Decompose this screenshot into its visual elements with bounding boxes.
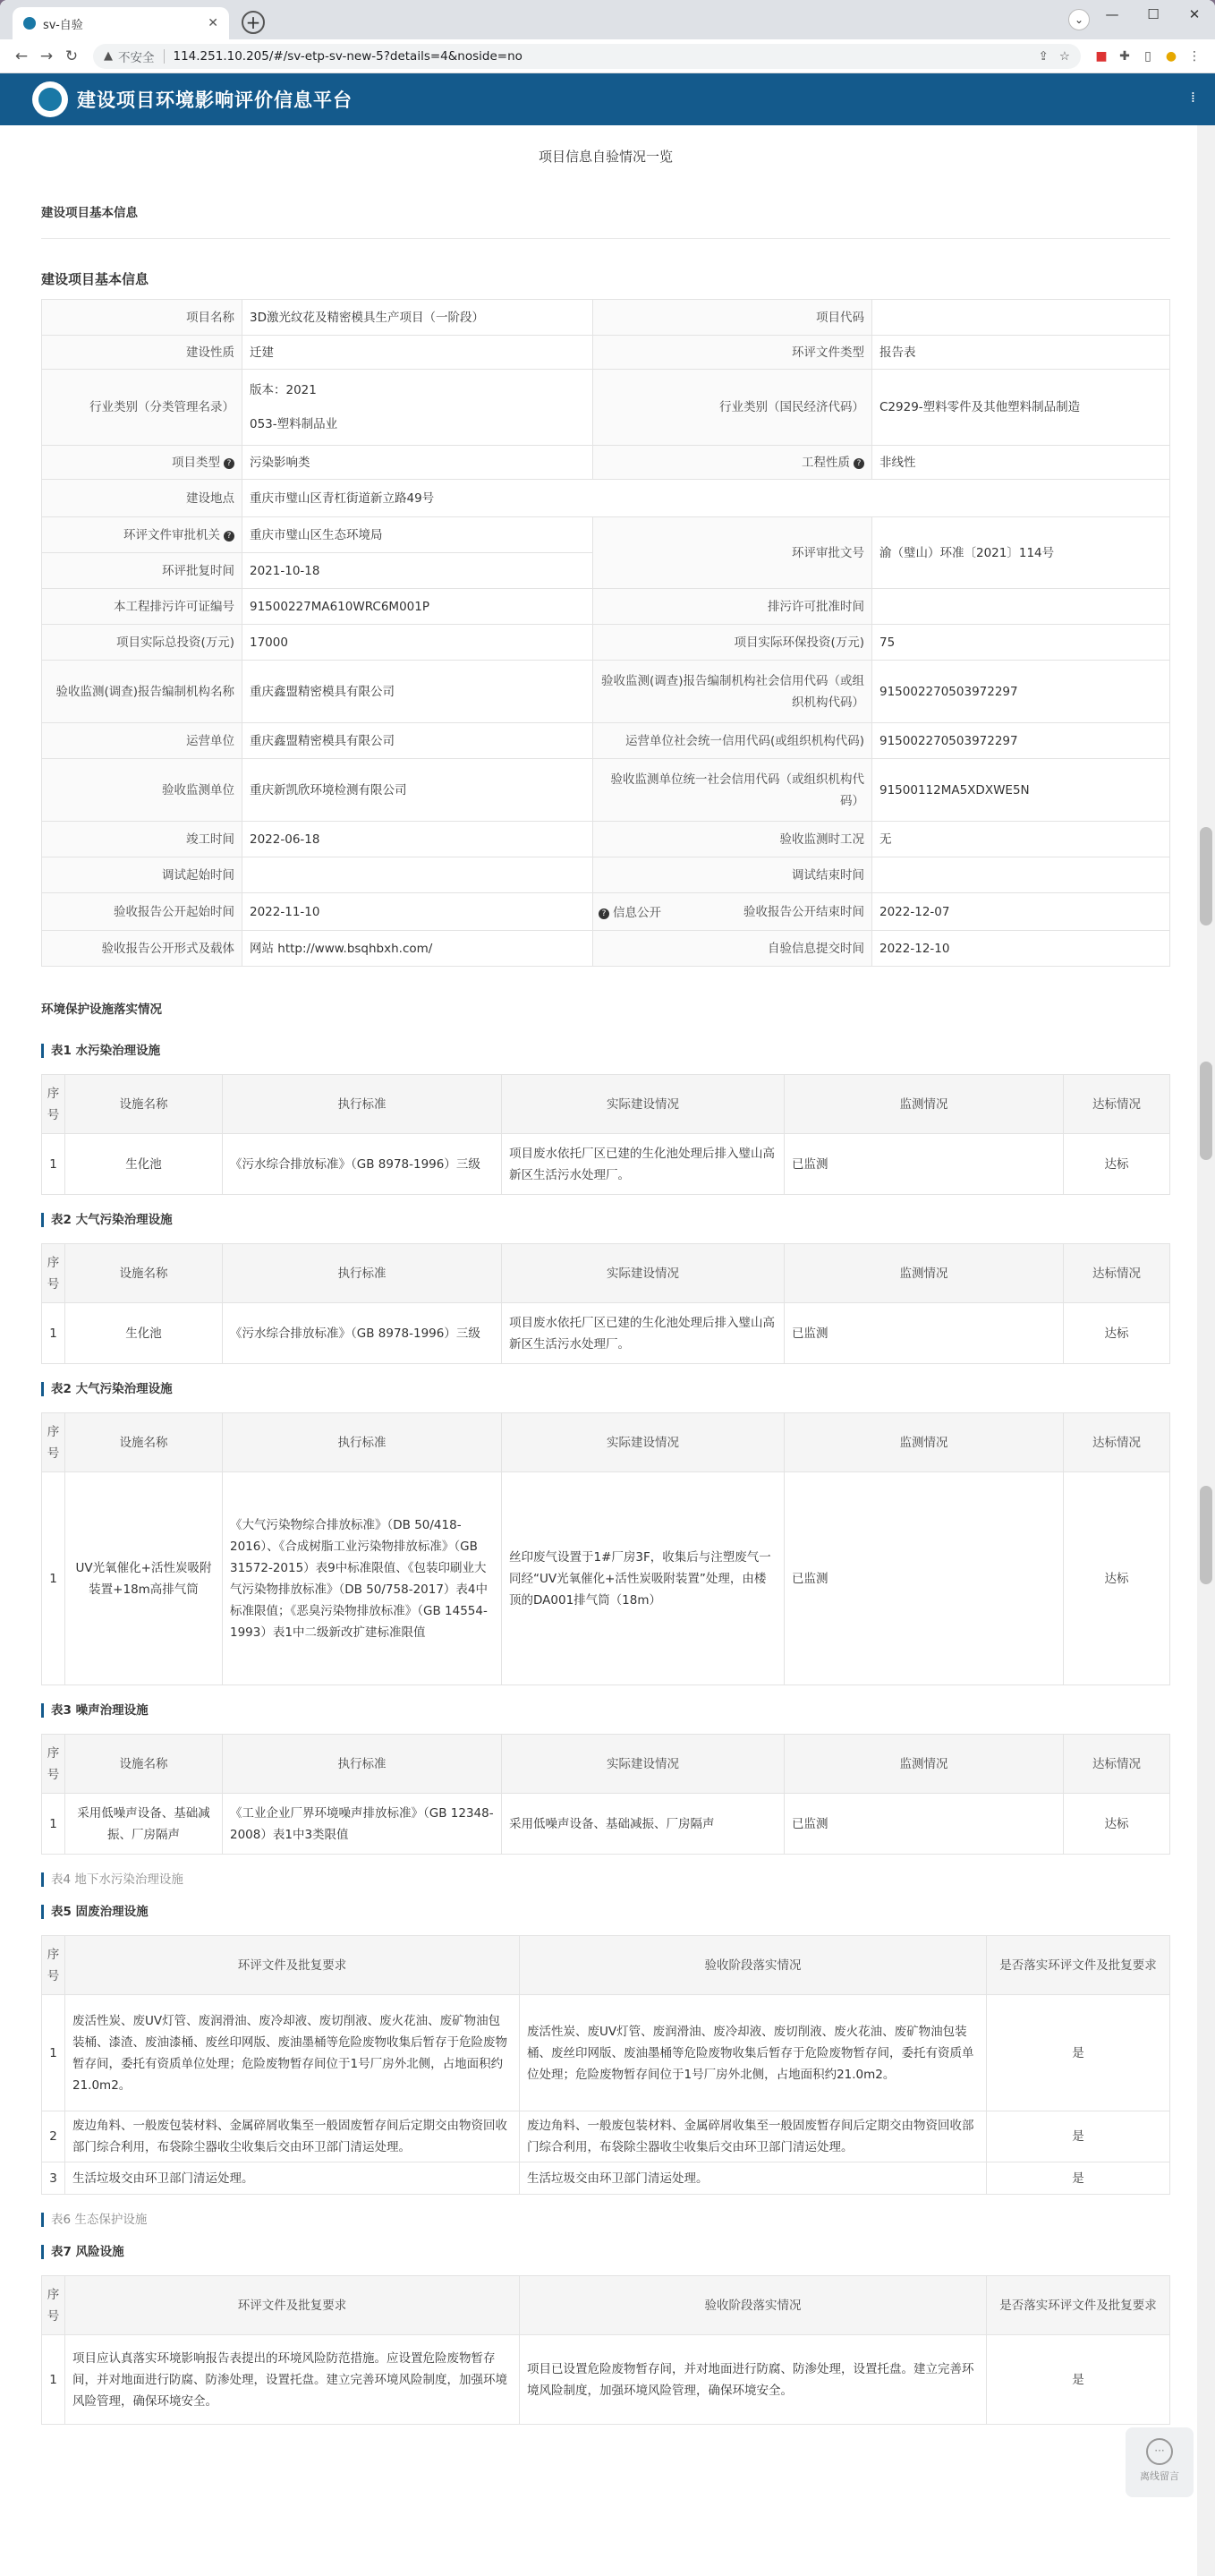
- monitor-status: 已监测: [785, 1794, 1064, 1855]
- table-heading: 表1 水污染治理设施: [41, 1044, 1170, 1058]
- monitor-status: 已监测: [785, 1303, 1064, 1364]
- column-header: 是否落实环评文件及批复要求: [987, 2276, 1170, 2335]
- column-header: 设施名称: [65, 1735, 223, 1794]
- info-key: 竣工时间: [42, 822, 242, 857]
- info-key: 环评批复时间: [42, 553, 242, 589]
- row-index: 1: [42, 1794, 65, 1855]
- info-key: 自验信息提交时间: [593, 931, 872, 967]
- column-header: 实际建设情况: [502, 1244, 785, 1303]
- info-value: [242, 370, 593, 446]
- info-public-label: 信息公开: [613, 906, 661, 920]
- browser-tab[interactable]: [13, 7, 229, 39]
- page-scrollbar[interactable]: [1197, 125, 1215, 2576]
- implementation-text: 废边角料、一般废包装材料、金属碎屑收集至一般固废暂存间后定期交由物资回收部门综合利用，布袋除尘器收尘收集后交由环卫部门清运处理。: [520, 2111, 987, 2162]
- info-value: 2022-11-10: [242, 893, 593, 931]
- tab-search-button[interactable]: ⌄: [1068, 9, 1090, 30]
- info-key: [42, 517, 242, 553]
- implemented-flag: 是: [987, 1995, 1170, 2111]
- info-value: 3D激光纹花及精密模具生产项目（一阶段）: [242, 300, 593, 336]
- standard-text: 《污水综合排放标准》（GB 8978-1996）三级: [223, 1303, 502, 1364]
- info-key: [593, 893, 872, 931]
- column-header: 序号: [42, 1735, 65, 1794]
- info-key: 运营单位社会统一信用代码(或组织机构代码): [593, 723, 872, 759]
- table-header-row: [42, 2276, 1170, 2335]
- site-title: 建设项目环境影响评价信息平台: [77, 90, 353, 111]
- info-key: 本工程排污许可证编号: [42, 589, 242, 625]
- table-row: [42, 2111, 1170, 2162]
- requirement-text: 废活性炭、废UV灯管、废润滑油、废冷却液、废切削液、废火花油、废矿物油包装桶、漆渣、废油漆桶、废丝印网版、废油墨桶等危险废物收集后暂存于危险废物暂存间，委托有资质单位处理；危险废物暂存间位于1号厂房外北侧，占地面积约21.0m2。: [65, 1995, 520, 2111]
- info-key: [593, 446, 872, 480]
- main-content: [41, 125, 1170, 2425]
- info-value: 迁建: [242, 336, 593, 370]
- info-value: C2929-塑料零件及其他塑料制品制造: [872, 370, 1170, 446]
- info-key: 行业类别（分类管理名录）: [42, 370, 242, 446]
- help-icon[interactable]: ?: [599, 908, 609, 919]
- row-index: 1: [42, 1303, 65, 1364]
- insecure-label: 不安全: [118, 50, 155, 65]
- section-heading-small: 建设项目基本信息: [41, 202, 1170, 239]
- reload-icon[interactable]: ↻: [64, 47, 79, 65]
- column-header: 设施名称: [65, 1244, 223, 1303]
- table-heading-collapsed[interactable]: 表4 地下水污染治理设施: [41, 1872, 1170, 1887]
- info-key-text: 验收报告公开结束时间: [743, 904, 864, 919]
- build-status: 项目废水依托厂区已建的生化池处理后排入璧山高新区生活污水处理厂。: [502, 1303, 785, 1364]
- table-row: [42, 1134, 1170, 1195]
- header-menu-icon[interactable]: ⁞: [1190, 89, 1195, 106]
- env-section-title: 环境保护设施落实情况: [41, 1002, 162, 1017]
- scrollbar-thumb[interactable]: [1200, 1062, 1212, 1160]
- column-header: 环评文件及批复要求: [65, 2276, 520, 2335]
- requirement-text: 项目应认真落实环境影响报告表提出的环境风险防范措施。应设置危险废物暂存间，并对地面进行防腐、防渗处理，设置托盘。建立完善环境风险制度，加强环境风险管理，确保环境安全。: [65, 2335, 520, 2425]
- sidebar-icon[interactable]: ▯: [1144, 48, 1151, 64]
- info-value: 2022-12-07: [872, 893, 1170, 931]
- column-header: 序号: [42, 1936, 65, 1995]
- info-value: [242, 857, 593, 893]
- column-header: 监测情况: [785, 1735, 1064, 1794]
- row-index: 2: [42, 2111, 65, 2162]
- implemented-flag: 是: [987, 2162, 1170, 2195]
- window-controls: [1092, 0, 1215, 29]
- info-value: 报告表: [872, 336, 1170, 370]
- column-header: 执行标准: [223, 1413, 502, 1472]
- column-header: 监测情况: [785, 1244, 1064, 1303]
- offline-message-button[interactable]: [1126, 2427, 1194, 2497]
- info-key: 调试结束时间: [593, 857, 872, 893]
- row-index: 1: [42, 1472, 65, 1685]
- bookmark-star-icon[interactable]: ☆: [1058, 48, 1070, 64]
- info-key: 项目名称: [42, 300, 242, 336]
- info-key: 项目实际总投资(万元): [42, 625, 242, 661]
- standard-text: 《污水综合排放标准》（GB 8978-1996）三级: [223, 1134, 502, 1195]
- column-header: 设施名称: [65, 1075, 223, 1134]
- info-value: 91500112MA5XDXWE5N: [872, 759, 1170, 822]
- table-header-row: [42, 1413, 1170, 1472]
- back-icon[interactable]: ←: [14, 47, 29, 65]
- noise-facility-table: [41, 1734, 1170, 1855]
- facility-name: 生化池: [65, 1303, 223, 1364]
- implementation-text: 项目已设置危险废物暂存间，并对地面进行防腐、防渗处理，设置托盘。建立完善环境风险制度，加强环境风险管理，确保环境安全。: [520, 2335, 987, 2425]
- standard-text: 《工业企业厂界环境噪声排放标准》（GB 12348-2008）表1中3类限值: [223, 1794, 502, 1855]
- column-header: 序号: [42, 1244, 65, 1303]
- extension-red-icon[interactable]: ■: [1095, 48, 1108, 64]
- table-header-row: [42, 1936, 1170, 1995]
- info-key: 验收监测单位: [42, 759, 242, 822]
- column-header: 达标情况: [1064, 1075, 1170, 1134]
- info-value: 重庆鑫盟精密模具有限公司: [242, 723, 593, 759]
- table-heading: 表2 大气污染治理设施: [41, 1382, 1170, 1396]
- info-value: 75: [872, 625, 1170, 661]
- table-heading: 表3 噪声治理设施: [41, 1703, 1170, 1718]
- table-header-row: [42, 1075, 1170, 1134]
- column-header: 执行标准: [223, 1075, 502, 1134]
- row-index: 1: [42, 2335, 65, 2425]
- share-icon[interactable]: ⇪: [1038, 48, 1049, 64]
- column-header: 实际建设情况: [502, 1075, 785, 1134]
- info-value: [872, 857, 1170, 893]
- info-value: 重庆市璧山区青杠街道新立路49号: [242, 480, 1170, 517]
- table-row: [42, 2162, 1170, 2195]
- column-header: 达标情况: [1064, 1735, 1170, 1794]
- omnibox-divider: [164, 49, 165, 64]
- column-header: 达标情况: [1064, 1413, 1170, 1472]
- table-heading-collapsed[interactable]: 表6 生态保护设施: [41, 2213, 1170, 2227]
- info-key-text: 项目类型: [172, 455, 220, 470]
- info-key: 环评审批文号: [593, 517, 872, 589]
- implemented-flag: 是: [987, 2335, 1170, 2425]
- info-key: 项目实际环保投资(万元): [593, 625, 872, 661]
- compliance-status: 达标: [1064, 1134, 1170, 1195]
- info-value: 2022-06-18: [242, 822, 593, 857]
- info-key: 运营单位: [42, 723, 242, 759]
- table-row: [42, 1794, 1170, 1855]
- info-key: 验收报告公开形式及载体: [42, 931, 242, 967]
- info-value: [872, 589, 1170, 625]
- minimize-icon[interactable]: —: [1105, 6, 1119, 22]
- info-value: 915002270503972297: [872, 723, 1170, 759]
- info-value: 非线性: [872, 446, 1170, 480]
- forward-icon[interactable]: →: [39, 47, 54, 65]
- table-heading: 表5 固废治理设施: [41, 1905, 1170, 1919]
- risk-facility-table: [41, 2275, 1170, 2425]
- profile-icon[interactable]: ●: [1165, 48, 1177, 64]
- info-value: 网站 http://www.bsqhbxh.com/: [242, 931, 593, 967]
- info-public-flag[interactable]: [599, 902, 661, 924]
- column-header: 序号: [42, 2276, 65, 2335]
- info-value: 重庆鑫盟精密模具有限公司: [242, 661, 593, 723]
- info-key: 验收监测单位统一社会信用代码（或组织机构代码）: [593, 759, 872, 822]
- row-index: 1: [42, 1995, 65, 2111]
- info-value: 无: [872, 822, 1170, 857]
- info-key-text: 工程性质: [802, 455, 850, 470]
- close-tab-icon[interactable]: ✕: [208, 16, 218, 30]
- facility-name: UV光氧催化+活性炭吸附装置+18m高排气筒: [65, 1472, 223, 1685]
- info-key: [42, 446, 242, 480]
- compliance-status: 达标: [1064, 1303, 1170, 1364]
- info-value: 2021-10-18: [242, 553, 593, 589]
- air-facility-table-2: [41, 1412, 1170, 1685]
- column-header: 序号: [42, 1075, 65, 1134]
- solid-waste-table: [41, 1935, 1170, 2195]
- air-facility-table: [41, 1243, 1170, 1364]
- extension-puzzle-icon[interactable]: ✚: [1119, 48, 1130, 64]
- warning-icon[interactable]: ▲: [104, 49, 113, 63]
- column-header: 监测情况: [785, 1075, 1064, 1134]
- water-facility-table: [41, 1074, 1170, 1195]
- site-header: [0, 73, 1215, 125]
- section-heading: 建设项目基本信息: [41, 271, 149, 287]
- table-heading: 表2 大气污染治理设施: [41, 1213, 1170, 1227]
- info-value: [872, 300, 1170, 336]
- maximize-icon[interactable]: ☐: [1147, 6, 1160, 22]
- table-row: [42, 1995, 1170, 2111]
- info-key: 项目代码: [593, 300, 872, 336]
- column-header: 执行标准: [223, 1735, 502, 1794]
- info-value: 重庆新凯欣环境检测有限公司: [242, 759, 593, 822]
- help-icon[interactable]: ?: [224, 458, 234, 469]
- column-header: 执行标准: [223, 1244, 502, 1303]
- chat-label: 离线留言: [1140, 2470, 1179, 2482]
- industry-code: 053-塑料制品业: [250, 417, 338, 431]
- info-key: 建设地点: [42, 480, 242, 517]
- help-icon[interactable]: ?: [224, 531, 234, 542]
- column-header: 实际建设情况: [502, 1735, 785, 1794]
- compliance-status: 达标: [1064, 1472, 1170, 1685]
- info-value: 渝（璧山）环准〔2021〕114号: [872, 517, 1170, 589]
- info-value: 915002270503972297: [872, 661, 1170, 723]
- info-key: 排污许可批准时间: [593, 589, 872, 625]
- column-header: 达标情况: [1064, 1244, 1170, 1303]
- table-header-row: [42, 1244, 1170, 1303]
- help-icon[interactable]: ?: [854, 458, 864, 469]
- info-key: 环评文件类型: [593, 336, 872, 370]
- table-header-row: [42, 1735, 1170, 1794]
- column-header: 验收阶段落实情况: [520, 2276, 987, 2335]
- tab-bar: [0, 0, 1215, 39]
- info-value: 污染影响类: [242, 446, 593, 480]
- tab-title: sv-自验: [43, 18, 83, 32]
- page-title: 项目信息自验情况一览: [538, 149, 673, 165]
- info-key: 验收监测(调查)报告编制机构社会信用代码（或组织机构代码）: [593, 661, 872, 723]
- info-key: 调试起始时间: [42, 857, 242, 893]
- favicon-icon: [23, 17, 36, 30]
- monitor-status: 已监测: [785, 1472, 1064, 1685]
- facility-name: 采用低噪声设备、基础减振、厂房隔声: [65, 1794, 223, 1855]
- url-text[interactable]: 114.251.10.205/#/sv-etp-sv-new-5?details=4&noside=no: [173, 48, 523, 64]
- menu-kebab-icon[interactable]: ⋮: [1188, 48, 1201, 64]
- new-tab-button[interactable]: +: [242, 11, 265, 34]
- address-bar: [0, 39, 1215, 73]
- chat-bubble-icon: ···: [1146, 2438, 1173, 2465]
- omnibox[interactable]: [93, 44, 1081, 69]
- column-header: 环评文件及批复要求: [65, 1936, 520, 1995]
- facility-name: 生化池: [65, 1134, 223, 1195]
- table-heading: 表7 风险设施: [41, 2245, 1170, 2259]
- info-key: 行业类别（国民经济代码）: [593, 370, 872, 446]
- info-value: 17000: [242, 625, 593, 661]
- info-key: 建设性质: [42, 336, 242, 370]
- info-key: 验收监测时工况: [593, 822, 872, 857]
- standard-text: 《大气污染物综合排放标准》（DB 50/418-2016）、《合成树脂工业污染物排放标准》（GB 31572-2015）表9中标准限值、《包装印刷业大气污染物排放标准》（DB 50/758-2017）表4中标准限值；《恶臭污染物排放标准》（GB 14554-1993）表1中二级新改扩建标准限值: [223, 1472, 502, 1685]
- info-value: 91500227MA610WRC6M001P: [242, 589, 593, 625]
- industry-version: 版本：2021: [250, 383, 317, 397]
- monitor-status: 已监测: [785, 1134, 1064, 1195]
- scrollbar-thumb[interactable]: [1200, 1486, 1212, 1584]
- implemented-flag: 是: [987, 2111, 1170, 2162]
- basic-info-table: [41, 299, 1170, 967]
- implementation-text: 生活垃圾交由环卫部门清运处理。: [520, 2162, 987, 2195]
- close-window-icon[interactable]: ✕: [1188, 6, 1201, 22]
- scrollbar-thumb[interactable]: [1200, 827, 1212, 925]
- build-status: 采用低噪声设备、基础减振、厂房隔声: [502, 1794, 785, 1855]
- build-status: 项目废水依托厂区已建的生化池处理后排入璧山高新区生活污水处理厂。: [502, 1134, 785, 1195]
- requirement-text: 生活垃圾交由环卫部门清运处理。: [65, 2162, 520, 2195]
- column-header: 设施名称: [65, 1413, 223, 1472]
- info-key-text: 环评文件审批机关: [123, 527, 220, 542]
- table-row: [42, 2335, 1170, 2425]
- row-index: 1: [42, 1134, 65, 1195]
- info-key: 验收监测(调查)报告编制机构名称: [42, 661, 242, 723]
- implementation-text: 废活性炭、废UV灯管、废润滑油、废冷却液、废切削液、废火花油、废矿物油包装桶、废丝印网版、废油墨桶等危险废物收集后暂存于危险废物暂存间，委托有资质单位处理；危险废物暂存间位于1号厂房外北侧，占地面积约21.0m2。: [520, 1995, 987, 2111]
- info-key: 验收报告公开起始时间: [42, 893, 242, 931]
- info-value: 重庆市璧山区生态环境局: [242, 517, 593, 553]
- row-index: 3: [42, 2162, 65, 2195]
- column-header: 序号: [42, 1413, 65, 1472]
- site-logo-icon: [32, 81, 68, 117]
- build-status: 丝印废气设置于1#厂房3F，收集后与注塑废气一同经“UV光氧催化+活性炭吸附装置”处理，由楼顶的DA001排气筒（18m）: [502, 1472, 785, 1685]
- requirement-text: 废边角料、一般废包装材料、金属碎屑收集至一般固废暂存间后定期交由物资回收部门综合利用，布袋除尘器收尘收集后交由环卫部门清运处理。: [65, 2111, 520, 2162]
- compliance-status: 达标: [1064, 1794, 1170, 1855]
- column-header: 是否落实环评文件及批复要求: [987, 1936, 1170, 1995]
- column-header: 实际建设情况: [502, 1413, 785, 1472]
- table-row: [42, 1472, 1170, 1685]
- column-header: 监测情况: [785, 1413, 1064, 1472]
- column-header: 验收阶段落实情况: [520, 1936, 987, 1995]
- table-row: [42, 1303, 1170, 1364]
- info-value: 2022-12-10: [872, 931, 1170, 967]
